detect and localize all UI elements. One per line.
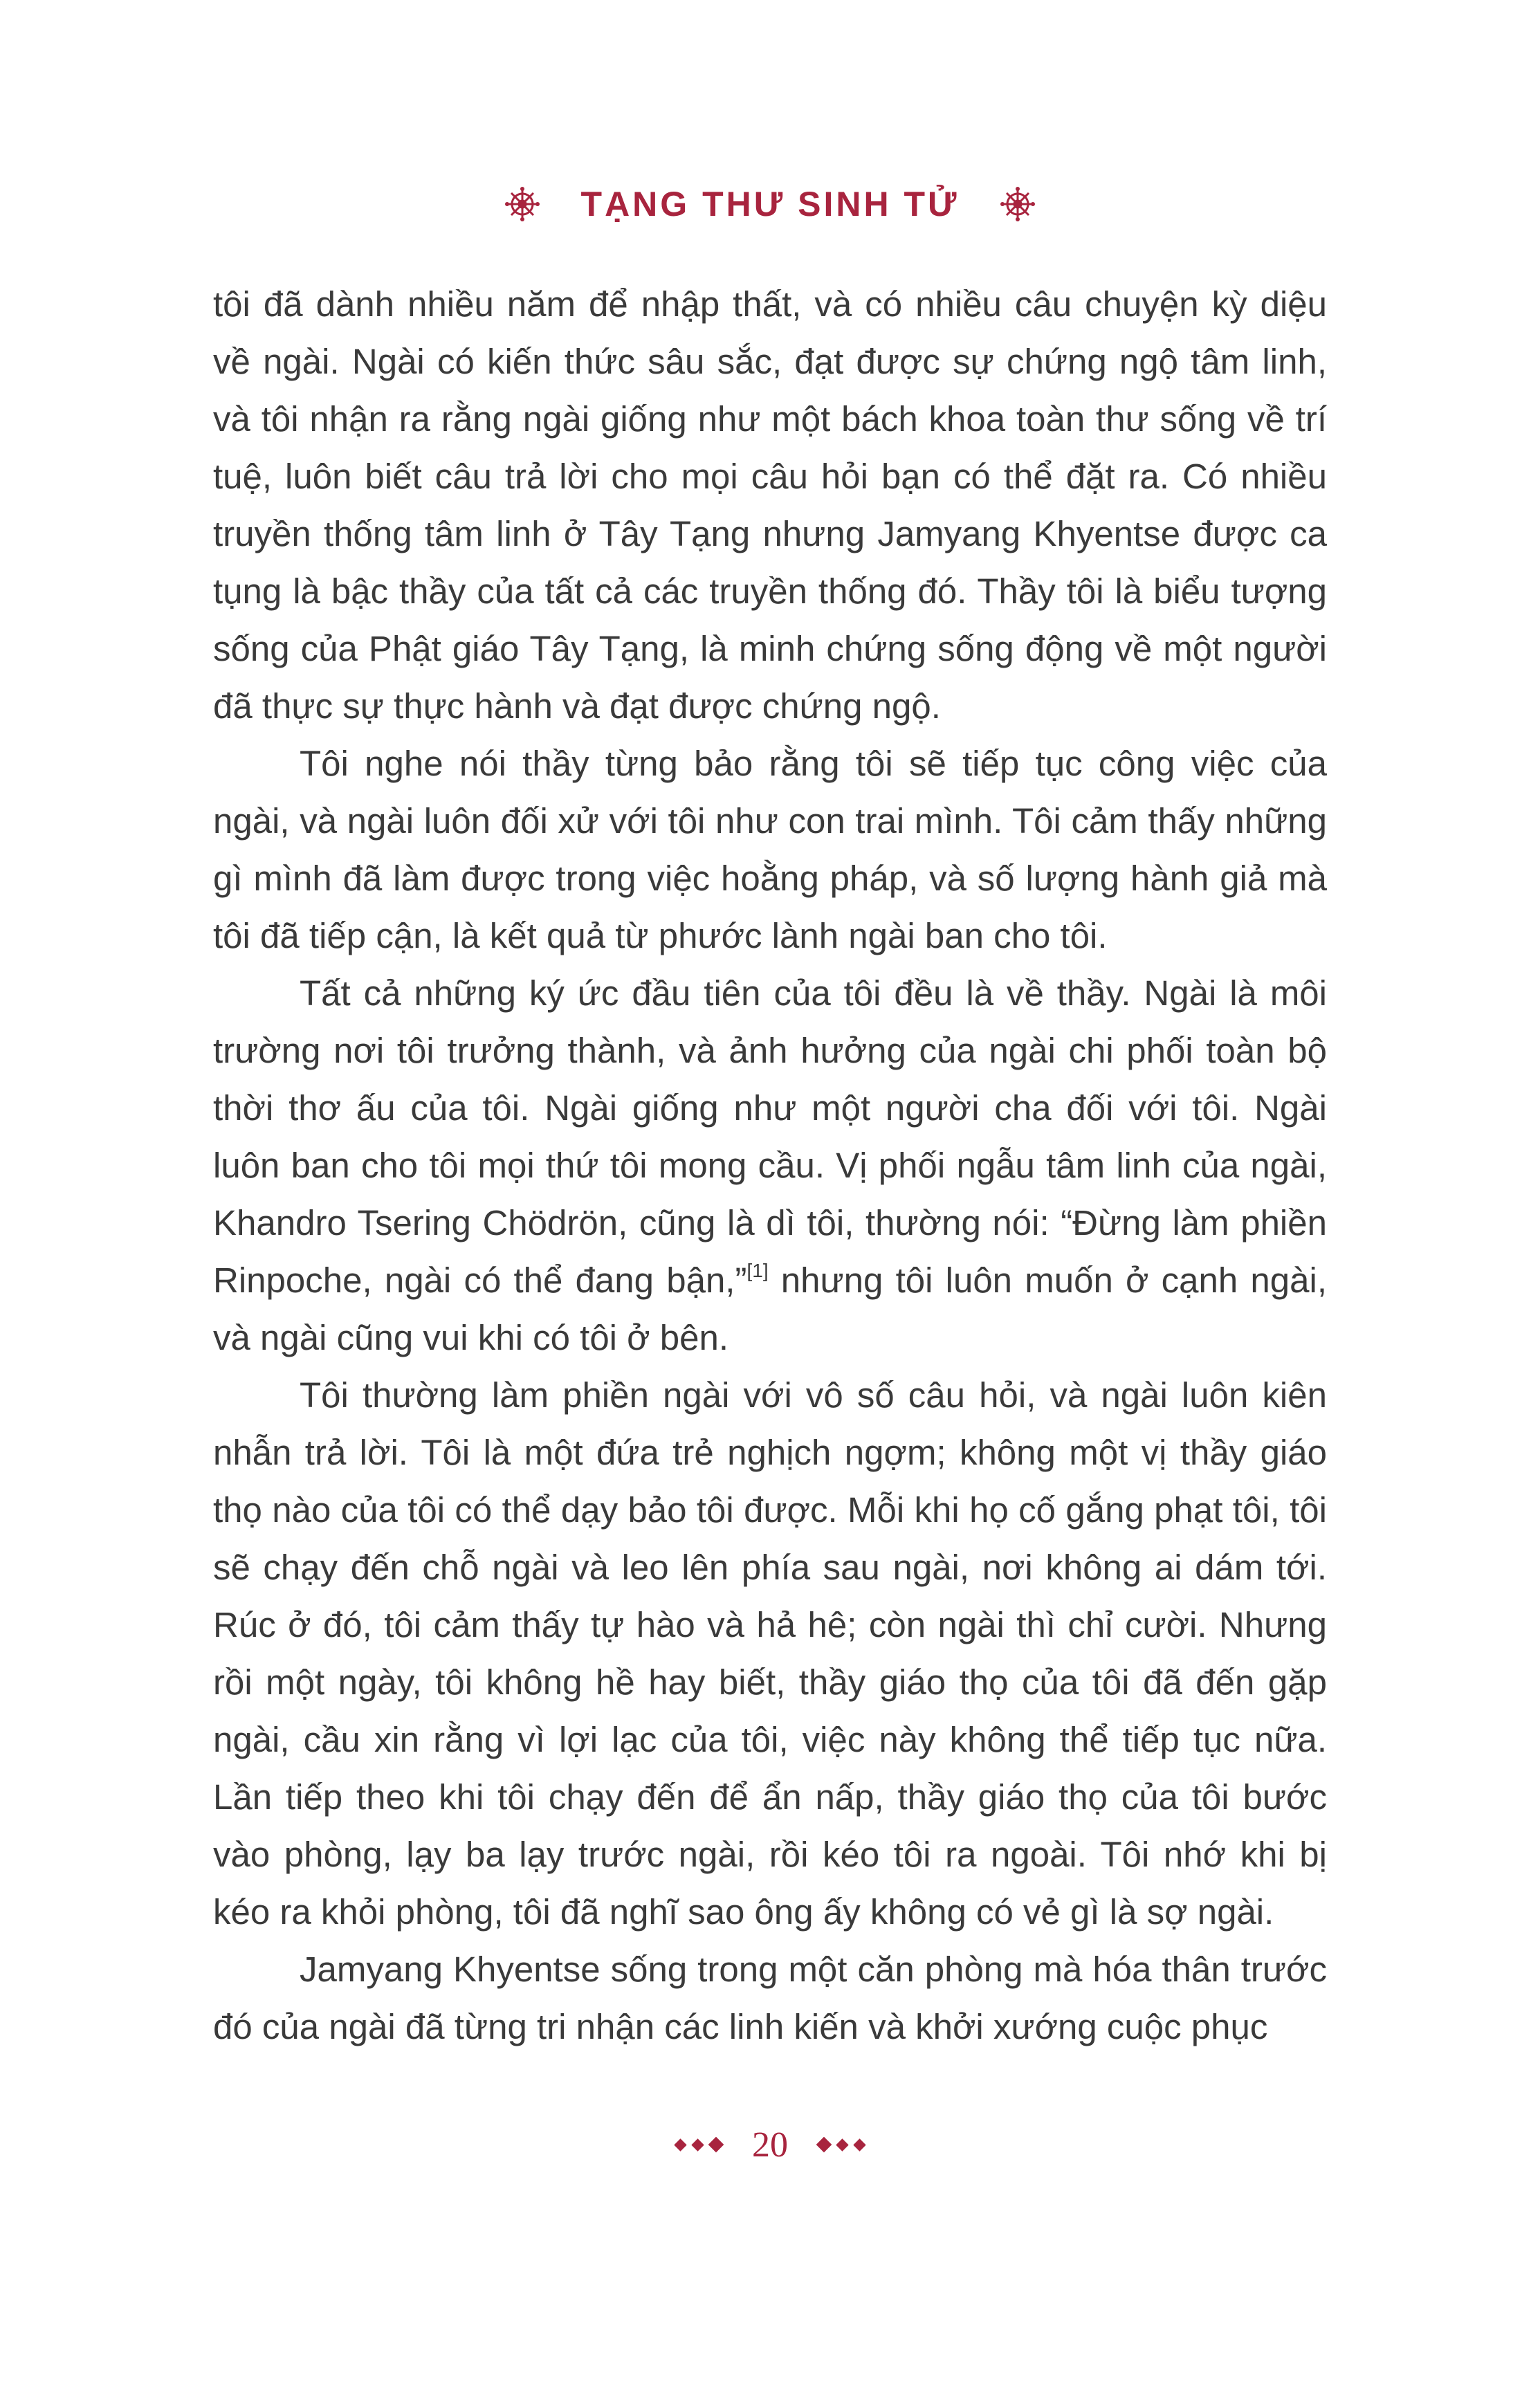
diamond-ornament-icon	[676, 2139, 722, 2150]
paragraph-text: nhưng tôi luôn muốn ở cạnh ngài, và ngài cũng vui khi có tôi ở bên.	[213, 1260, 1327, 1357]
paragraph: Jamyang Khyentse sống trong một căn phòng mà hóa thân trước đó của ngài đã từng tri nhận các linh kiến và khởi xướng cuộc phục	[213, 1950, 1327, 2046]
running-header	[0, 173, 1540, 235]
paragraph: Tôi thường làm phiền ngài với vô số câu hỏi, và ngài luôn kiên nhẫn trả lời. Tôi là một đứa trẻ nghịch ngợm; không một vị thầy giáo thọ nào của tôi có thể dạy bảo tôi được. Mỗi khi họ cố gắng phạt tôi, tôi sẽ chạy đến chỗ ngài và leo lên phía sau ngài, nơi không ai dám tới. Rúc ở đó, tôi cảm thấy tự hào và hả hê; còn ngài thì chỉ cười. Nhưng rồi một ngày, tôi không hề hay biết, thầy giáo thọ của tôi đã đến gặp ngài, cầu xin rằng vì lợi lạc của tôi, việc này không thể tiếp tục nữa. Lần tiếp theo khi tôi chạy đến để ẩn nấp, thầy giáo thọ của tôi bước vào phòng, lạy ba lạy trước ngài, rồi kéo tôi ra ngoài. Tôi nhớ khi bị kéo ra khỏi phòng, tôi đã nghĩ sao ông ấy không có vẻ gì là sợ ngài.	[213, 1375, 1327, 1932]
page-footer	[0, 2117, 1540, 2172]
page-number: 20	[752, 2125, 788, 2165]
diamond-ornament-icon	[818, 2139, 864, 2150]
paragraph: tôi đã dành nhiều năm để nhập thất, và có nhiều câu chuyện kỳ diệu về ngài. Ngài có kiến thức sâu sắc, đạt được sự chứng ngộ tâm linh, và tôi nhận ra rằng ngài giống như một bách khoa toàn thư sống về trí tuệ, luôn biết câu trả lời cho mọi câu hỏi bạn có thể đặt ra. Có nhiều truyền thống tâm linh ở Tây Tạng nhưng Jamyang Khyentse được ca tụng là bậc thầy của tất cả các truyền thống đó. Thầy tôi là biểu tượng sống của Phật giáo Tây Tạng, là minh chứng sống động về một người đã thực sự thực hành và đạt được chứng ngộ.	[213, 284, 1327, 726]
footnote-marker[interactable]: [1]	[746, 1260, 769, 1281]
book-title: TẠNG THƯ SINH TỬ	[580, 185, 960, 223]
dharma-wheel-icon	[505, 187, 540, 221]
paragraph-text: Tất cả những ký ức đầu tiên của tôi đều là về thầy. Ngài là môi trường nơi tôi trưởng thành, và ảnh hưởng của ngài chi phối toàn bộ thời thơ ấu của tôi. Ngài giống như một người cha đối với tôi. Ngài luôn ban cho tôi mọi thứ tôi mong cầu. Vị phối ngẫu tâm linh của ngài, Khandro Tsering Chödrön, cũng là dì tôi, thường nói: “Đừng làm phiền Rinpoche, ngài có thể đang bận,”	[213, 973, 1327, 1300]
paragraph	[213, 964, 1327, 1366]
body-text	[213, 275, 1327, 2055]
dharma-wheel-icon	[1000, 187, 1035, 221]
paragraph: Tôi nghe nói thầy từng bảo rằng tôi sẽ tiếp tục công việc của ngài, và ngài luôn đối xử với tôi như con trai mình. Tôi cảm thấy những gì mình đã làm được trong việc hoằng pháp, và số lượng hành giả mà tôi đã tiếp cận, là kết quả từ phước lành ngài ban cho tôi.	[213, 744, 1327, 955]
